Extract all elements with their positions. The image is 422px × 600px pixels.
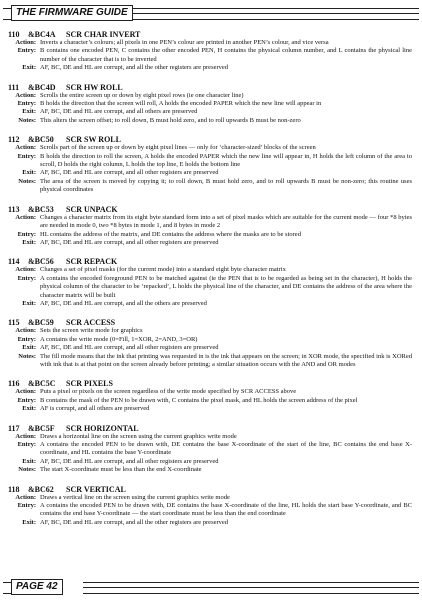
entry-heading	[8, 424, 412, 433]
field-text: B holds the direction to roll the screen, A holds the encoded PAPER which the new line will appear in, H holds the left column of the area to scroll, D holds the right column, L holds the top line, E holds the bottom line	[40, 152, 412, 169]
field-label: Action:	[15, 432, 36, 440]
field-label: Action:	[15, 388, 36, 396]
field-text: AF, BC, DE and HL are corrupt, and all the others are preserved	[40, 299, 207, 307]
entry-name: SCR UNPACK	[66, 204, 118, 214]
field-text: B contains one encoded PEN, C contains the other encoded PEN, H contains the physical column number, and L contains the physical line number of the character that is to be inverted	[40, 47, 412, 63]
entry-heading	[8, 257, 412, 266]
field-text: Draws a vertical line on the screen using the current graphics write mode	[40, 493, 230, 501]
entry-address: &BC59	[28, 318, 54, 328]
field-entry	[8, 336, 412, 344]
field-notes	[8, 117, 412, 125]
field-text: Inverts a character’s colours; all pixels in one PEN’s colour are printed in another PEN’s colour, and vice versa	[40, 39, 329, 46]
field-text: AF, BC, DE and HL are corrupt, and all other registers are preserved	[40, 457, 219, 465]
field-entry	[8, 100, 412, 108]
field-label: Entry:	[17, 335, 36, 343]
entry-name: SCR CHAR INVERT	[66, 30, 141, 39]
entry-115	[8, 318, 412, 369]
field-text: Puts a pixel or pixels on the screen regardless of the write mode specified by SCR ACCESS above	[40, 388, 297, 396]
entry-heading	[8, 83, 412, 92]
field-exit	[8, 519, 412, 527]
entry-address: &BC4A	[28, 30, 56, 39]
field-entry	[8, 231, 412, 239]
field-action	[8, 266, 412, 274]
field-text: Draws a horizontal line on the screen using the current graphics write mode	[40, 432, 237, 440]
entry-name: SCR REPACK	[66, 257, 118, 267]
field-notes	[8, 353, 412, 370]
field-label: Entry:	[17, 502, 36, 510]
field-entry	[8, 502, 412, 519]
entry-number: 116	[8, 379, 20, 389]
field-label: Entry:	[17, 230, 36, 238]
field-entry	[8, 153, 412, 170]
field-label: Entry:	[17, 441, 36, 448]
entry-number: 110	[8, 30, 20, 39]
field-label: Exit:	[22, 457, 36, 465]
field-action	[8, 39, 412, 47]
field-notes	[8, 178, 412, 195]
field-text: AF, BC, DE and HL are corrupt, and all other registers are preserved	[40, 344, 219, 352]
entry-name: SCR ACCESS	[66, 318, 116, 328]
field-label: Exit:	[22, 518, 36, 526]
footer-rule	[83, 582, 419, 594]
field-action	[8, 144, 412, 152]
field-label: Action:	[15, 266, 36, 274]
field-label: Notes:	[18, 352, 36, 360]
entry-address: &BC5C	[28, 379, 56, 389]
field-action	[8, 92, 412, 100]
field-exit	[8, 169, 412, 177]
running-header	[3, 4, 419, 22]
field-action	[8, 433, 412, 441]
field-label: Notes:	[18, 466, 36, 474]
entry-name: SCR PIXELS	[66, 379, 113, 389]
field-text: The fill mode means that the ink that printing was requested in is the ink that appears on the screen; in XOR mode, the specified ink is XORed with ink that is at that point on the screen already before printing; a similar situation occurs with the AND and OR modes	[40, 352, 412, 368]
entry-heading	[8, 485, 412, 494]
field-notes	[8, 466, 412, 474]
field-action	[8, 388, 412, 396]
header-rule	[103, 8, 419, 20]
field-label: Action:	[15, 91, 36, 99]
field-text: The area of the screen is moved by copying it; to roll down, B must hold zero, and to roll upwards B must be non-zero; this routine uses physical coordinates	[40, 177, 412, 194]
field-exit	[8, 108, 412, 116]
field-label: Notes:	[18, 177, 36, 185]
entry-112	[8, 135, 412, 194]
entry-list	[8, 30, 412, 527]
field-exit	[8, 458, 412, 466]
field-exit	[8, 64, 412, 72]
field-text: Sets the screen write mode for graphics	[40, 327, 143, 335]
entry-name: SCR HORIZONTAL	[66, 423, 139, 433]
field-label: Exit:	[22, 169, 36, 177]
field-text: Scrolls the entire screen up or down by eight pixel rows (ie one character line)	[40, 91, 244, 99]
field-label: Exit:	[22, 405, 36, 413]
entry-address: &BC53	[28, 204, 54, 214]
field-text: AF, BC, DE and HL are corrupt, and all the other registers are preserved	[40, 64, 229, 72]
field-text: AF, BC, DE and HL are corrupt, and all the other registers are preserved	[40, 518, 229, 526]
field-text: Changes a set of pixel masks (for the current mode) into a standard eight byte character matrix	[40, 266, 286, 274]
entry-110	[8, 30, 412, 73]
field-action	[8, 494, 412, 502]
field-label: Exit:	[22, 344, 36, 352]
field-label: Exit:	[22, 238, 36, 246]
page-number: PAGE 42	[11, 579, 63, 595]
field-label: Entry:	[17, 100, 36, 108]
field-text: AF, BC, DE and HL are corrupt, and all others are preserved	[40, 108, 198, 116]
entry-name: SCR VERTICAL	[66, 484, 126, 494]
field-text: A contains the write mode (0=Fill, 1=XOR, 2=AND, 3=OR)	[40, 335, 198, 343]
entry-number: 111	[8, 82, 20, 92]
entry-number: 117	[8, 423, 20, 433]
entry-113	[8, 205, 412, 248]
field-label: Entry:	[17, 152, 36, 160]
field-text: AF is corrupt, and all others are preserved	[40, 405, 150, 413]
entry-address: &BC56	[28, 257, 54, 267]
field-text: A contains the encoded PEN to be drawn with, DE contains the base X-coordinate of the line, HL holds the start base Y-coordinate, and BC contains the end base Y-coordinate — the start coordinate must be less than the end coordinate	[40, 502, 412, 518]
entry-heading	[8, 135, 412, 144]
field-entry	[8, 275, 412, 300]
field-entry	[8, 47, 412, 64]
entry-name: SCR HW ROLL	[66, 82, 123, 92]
field-label: Entry:	[17, 47, 36, 55]
field-label: Exit:	[22, 299, 36, 307]
field-label: Notes:	[18, 116, 36, 124]
entry-heading	[8, 205, 412, 214]
field-exit	[8, 344, 412, 352]
field-label: Entry:	[17, 396, 36, 404]
entry-number: 112	[8, 135, 20, 145]
field-label: Action:	[15, 144, 36, 152]
entry-111	[8, 83, 412, 126]
entry-number: 114	[8, 257, 20, 267]
field-exit	[8, 405, 412, 413]
field-label: Action:	[15, 39, 36, 46]
header-rule-left	[3, 8, 11, 20]
field-text: B contains the mask of the PEN to be drawn with, C contains the pixel mask, and HL holds the screen address of the pixel	[40, 396, 358, 404]
entry-number: 113	[8, 204, 20, 214]
entry-number: 115	[8, 318, 20, 328]
field-label: Action:	[15, 327, 36, 335]
entry-address: &BC4D	[28, 82, 56, 92]
entry-number: 118	[8, 484, 20, 494]
field-text: Scrolls part of the screen up or down by eight pixel lines — only for ‘character-sized’ blocks of the screen	[40, 144, 316, 152]
entry-heading	[8, 30, 412, 39]
field-entry	[8, 397, 412, 405]
field-text: B holds the direction that the screen will roll, A holds the encoded PAPER which the new line will appear in	[40, 100, 322, 108]
field-exit	[8, 239, 412, 247]
field-text: A contains the encoded PEN to be drawn with, DE contains the base X-coordinate of the start of the line, BC contains the end base X-coordinate, and HL contains the base Y-coordinate	[40, 441, 412, 457]
field-label: Entry:	[17, 274, 36, 282]
field-text: The start X-coordinate must be less than the end X-coordinate	[40, 466, 202, 474]
entry-address: &BC62	[28, 484, 54, 494]
field-label: Exit:	[22, 108, 36, 116]
field-text: Changes a character matrix from its eight byte standard form into a set of pixel masks which are suitable for the current mode — four *8 bytes are needed in mode 0, two *8 bytes in mode 1, and 8 bytes in mode 2	[40, 213, 412, 230]
entry-116	[8, 379, 412, 413]
field-label: Exit:	[22, 64, 36, 72]
footer-rule-left	[3, 582, 11, 594]
header-title: THE FIRMWARE GUIDE	[11, 5, 133, 21]
field-action	[8, 327, 412, 335]
running-footer	[3, 578, 419, 596]
field-text: A contains the encoded foreground PEN to be matched against (ie the PEN that is to be regarded as being set in the character), H holds the physical column of the character to be ‘repacked’, L holds the physical line of the character, and DE contains the address of the area where the character matrix will be built	[40, 274, 412, 299]
entry-name: SCR SW ROLL	[66, 135, 121, 145]
field-label: Action:	[15, 493, 36, 501]
field-entry	[8, 441, 412, 458]
field-text: HL contains the address of the matrix, and DE contains the address where the masks are to be stored	[40, 230, 301, 238]
field-label: Action:	[15, 213, 36, 221]
entry-heading	[8, 318, 412, 327]
entry-address: &BC5F	[28, 423, 55, 433]
entry-118	[8, 485, 412, 528]
entry-114	[8, 257, 412, 308]
entry-117	[8, 424, 412, 475]
field-exit	[8, 300, 412, 308]
entry-heading	[8, 379, 412, 388]
field-text: AF, BC, DE and HL are corrupt, and all other registers are preserved	[40, 238, 219, 246]
field-text: AF, BC, DE and HL are corrupt, and all other registers are preserved	[40, 169, 219, 177]
entry-address: &BC50	[28, 135, 54, 145]
field-text: This alters the screen offset; to roll down, B must hold zero, and to roll upwards B must be non-zero	[40, 116, 301, 124]
field-action	[8, 214, 412, 231]
